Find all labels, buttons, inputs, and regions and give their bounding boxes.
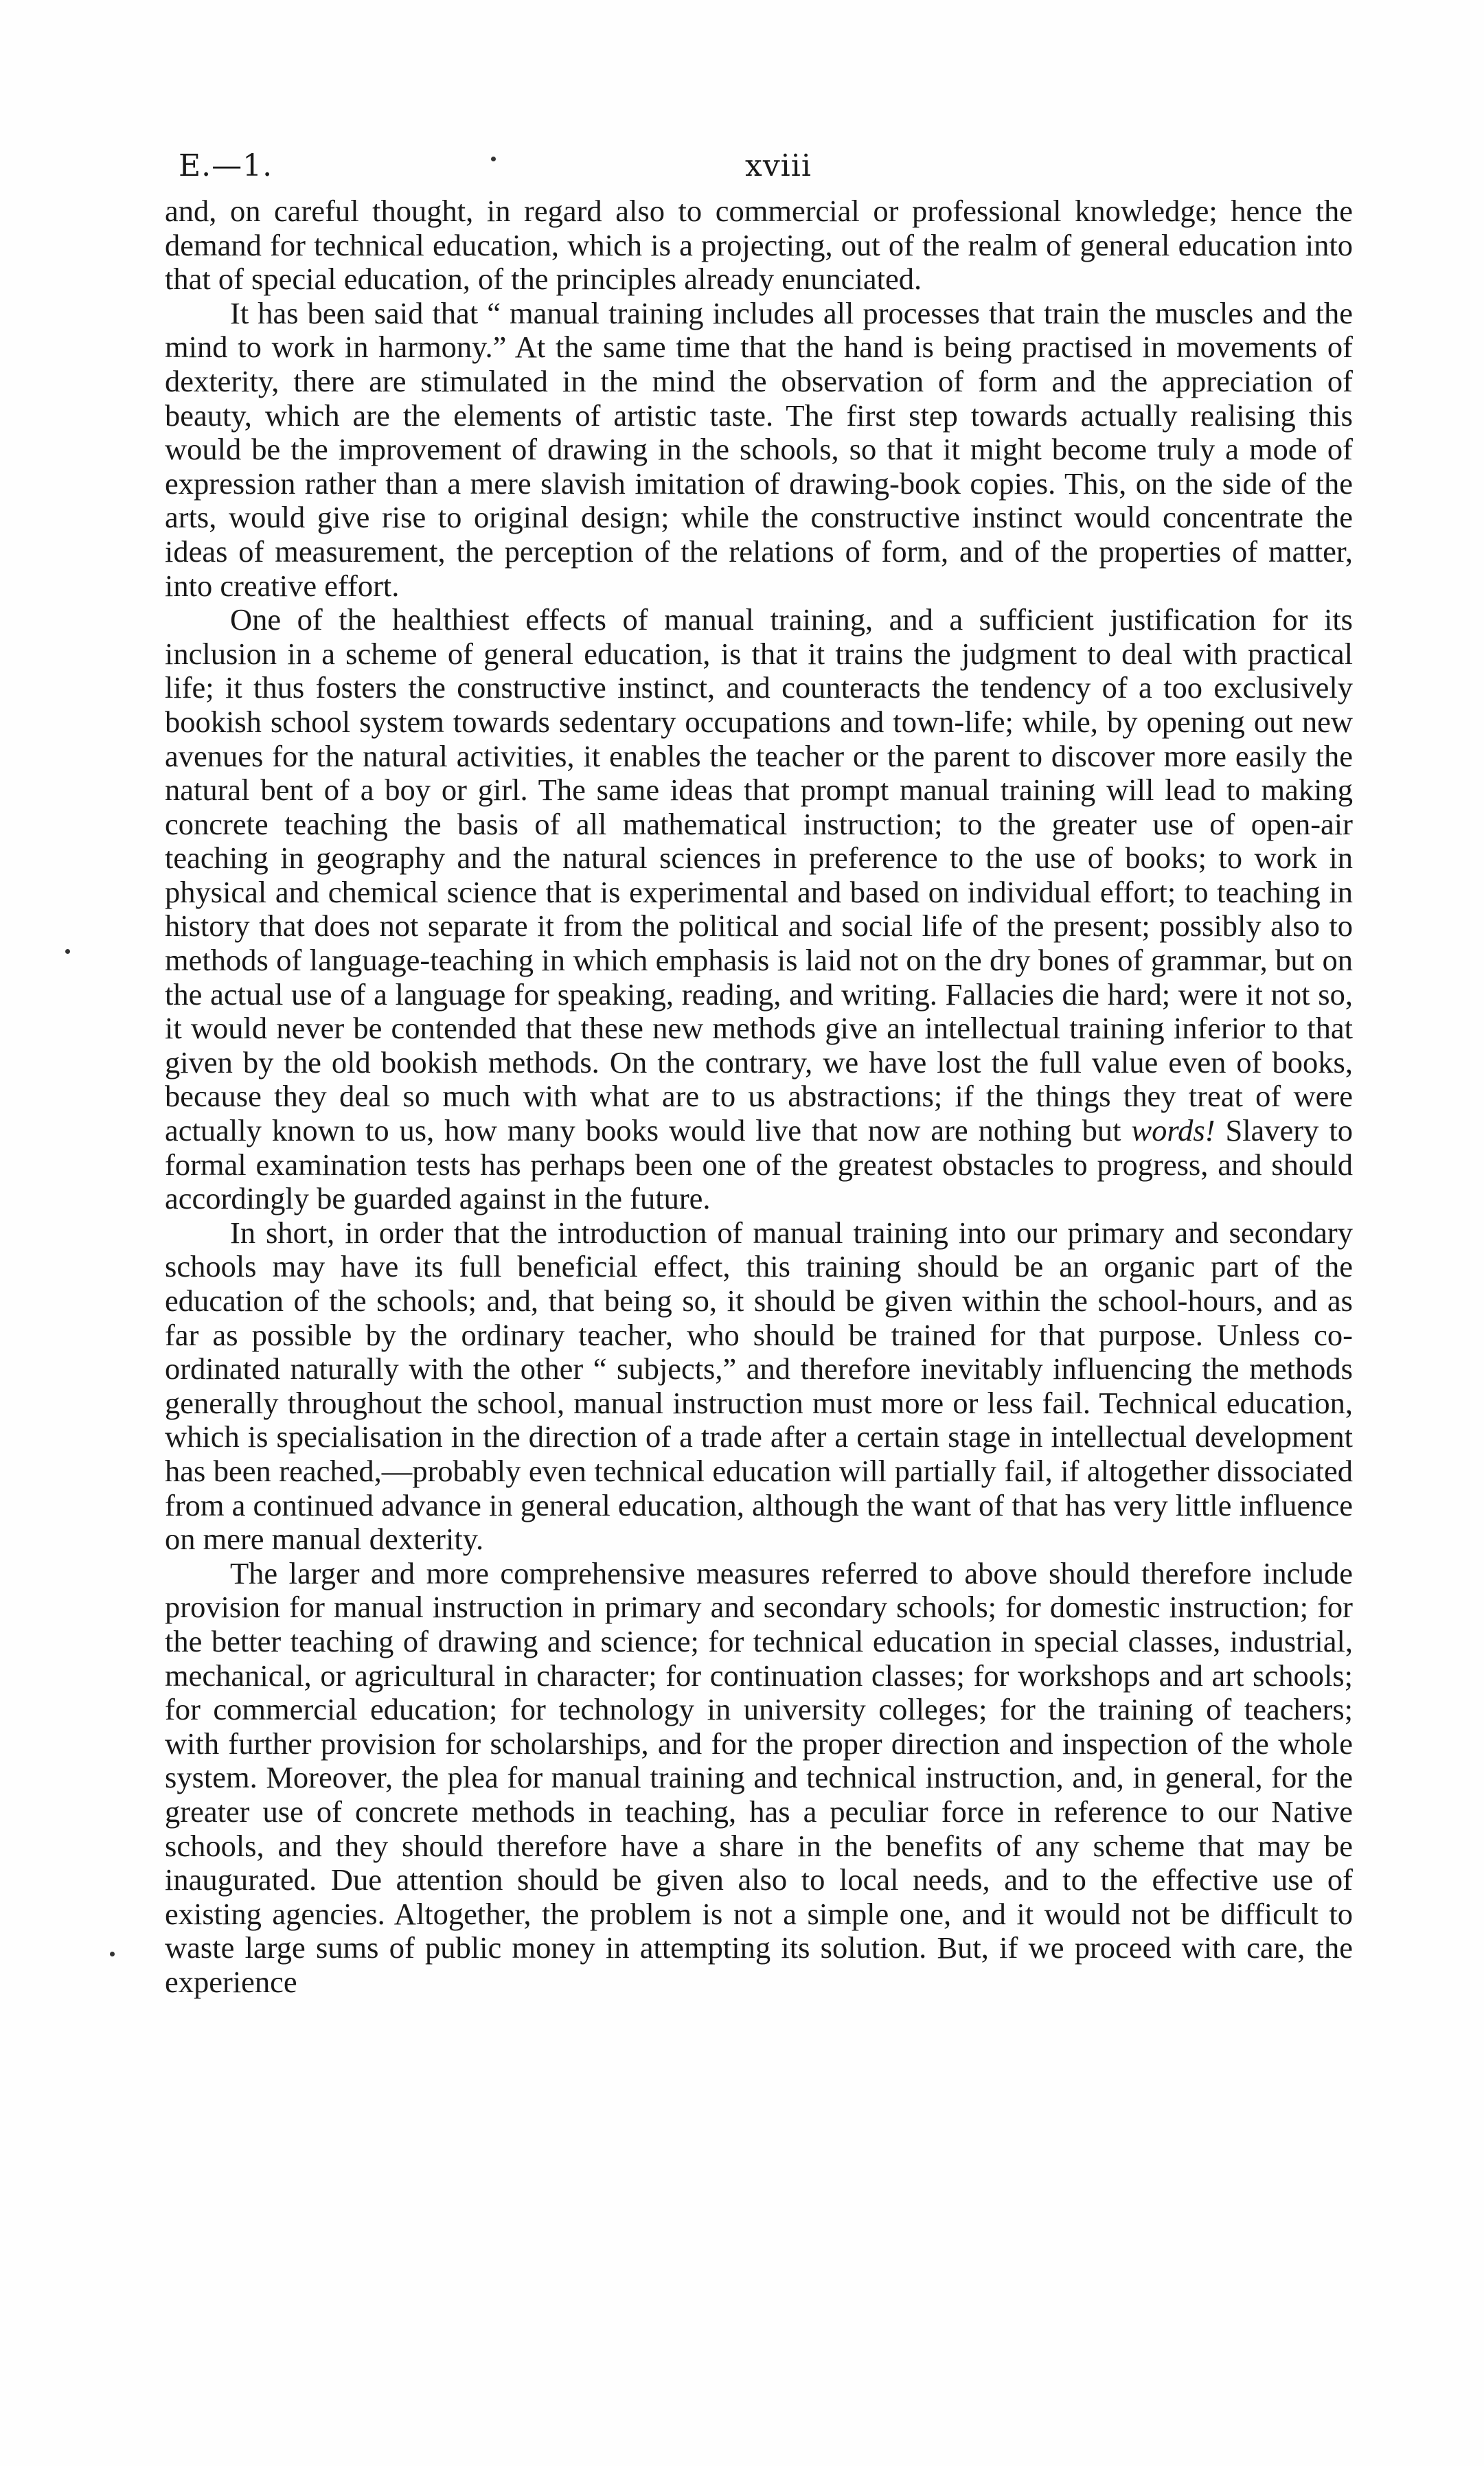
paragraph-text: One of the healthiest effects of manual training, and a sufficient justification for its inclusion in a scheme of general education, is that it trains the judgment to deal with practical life; it thus fosters the constructive instinct, and counteracts the tendency of a too exclusively bookish school system towards sedentary occupations and town-life; while, by opening out new avenues for the natural activities, it enables the teacher or the parent to discover more easily the natural bent of a boy or girl. The same ideas that prompt manual training will lead to making concrete teaching the basis of all mathematical instruction; to the greater use of open-air teaching in geography and the natural sciences in preference to the use of books; to work in physical and chemical science that is experimental and based on individual effort; to teaching in history that does not separate it from the political and social life of the present; possibly also to methods of language-teaching in which emphasis is laid not on the dry bones of grammar, but on the actual use of a language for speaking, reading, and writing. Fallacies die hard; were it not so, it would never be contended that these new methods give an intellectual training inferior to that given by the old bookish methods. On the contrary, we have lost the full value even of books, because they deal so much with what are to us abstractions; if the things they treat of were actually known to us, how many books would live that now are nothing but bbox=[165, 602, 1353, 1148]
body-text bbox=[165, 194, 1353, 1999]
paragraph-text: and, on careful thought, in regard also to commercial or professional knowledge; hence the demand for technical education, which is a projecting, out of the realm of general education into that of special education, of the principles already enunciated. bbox=[165, 194, 1353, 297]
print-speck bbox=[491, 157, 496, 161]
paragraph-text: It has been said that “ manual training includes all processes that train the muscles and the mind to work in harmony.” At the same time that the hand is being practised in movements of dexterity, there are stimulated in the mind the observation of form and the appreciation of beauty, which are the elements of artistic taste. The first step towards actually realising this would be the improvement of drawing in the schools, so that it might become truly a mode of expression rather than a mere slavish imitation of drawing-book copies. This, on the side of the arts, would give rise to original design; while the constructive instinct would concentrate the ideas of measurement, the perception of the relations of form, and of the properties of matter, into creative effort. bbox=[165, 295, 1353, 603]
paragraph bbox=[165, 1216, 1353, 1557]
paragraph bbox=[165, 297, 1353, 603]
paragraph bbox=[165, 194, 1353, 297]
paragraph bbox=[165, 1557, 1353, 2000]
paragraph bbox=[165, 603, 1353, 1216]
paragraph-text: Slavery to formal examination tests has perhaps been one of the greatest obstacles to progress, and should accordingly be guarded against in the future. bbox=[165, 1113, 1353, 1216]
print-speck bbox=[110, 1952, 115, 1956]
running-header bbox=[172, 146, 1353, 187]
paragraph-text: The larger and more comprehensive measures referred to above should therefore include provision for manual instruction in primary and secondary schools; for domestic instruction; for the better teaching of drawing and science; for technical education in special classes, industrial, mechanical, or agricultural in character; for continuation classes; for workshops and art schools; for commercial education; for technology in university colleges; for the training of teachers; with further provision for scholarships, and for the proper direction and inspection of the whole system. Moreover, the plea for manual training and technical instruction, and, in general, for the greater use of concrete methods in teaching, has a peculiar force in reference to our Native schools, and they should therefore have a share in the benefits of any scheme that may be inaugurated. Due attention should be given also to local needs, and to the effective use of existing agencies. Altogether, the problem is not a simple one, and it would not be difficult to waste large sums of public money in attempting its solution. But, if we proceed with care, the experience bbox=[165, 1555, 1353, 1999]
page-number: xviii bbox=[745, 148, 812, 183]
document-reference: E.—1. bbox=[179, 148, 273, 183]
paragraph-text: In short, in order that the introduction of manual training into our primary and secondary schools may have its full beneficial effect, this training should be an organic part of the education of the schools; and, that being so, it should be given within the school-hours, and as far as possible by the ordinary teacher, who should be trained for that purpose. Unless co-ordinated naturally with the other “ subjects,” and therefore inevitably influencing the methods generally throughout the school, manual instruction must more or less fail. Technical education, which is specialisation in the direction of a trade after a certain stage in intellectual development has been reached,—probably even technical education will partially fail, if altogether dissociated from a continued advance in general education, although the want of that has very little influence on mere manual dexterity. bbox=[165, 1215, 1353, 1557]
italic-text: words! bbox=[1131, 1113, 1215, 1148]
print-speck bbox=[65, 949, 70, 954]
